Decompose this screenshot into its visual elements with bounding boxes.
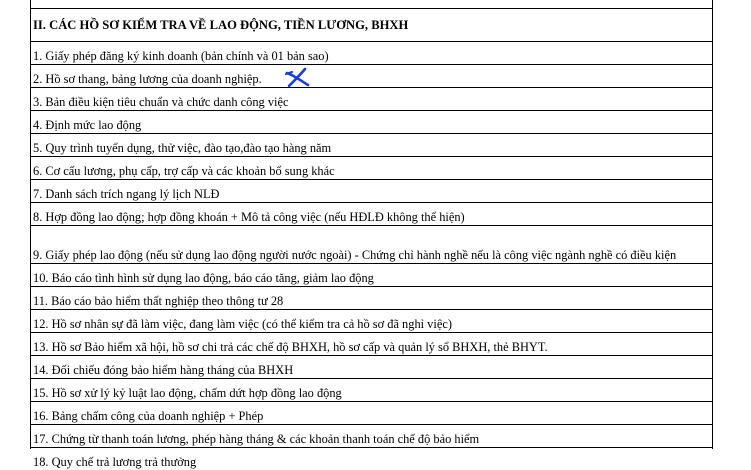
checklist-item-1[interactable]: 1. Giấy phép đăng ký kinh doanh (bản chính và 01 bản sao) (30, 42, 713, 65)
checklist-row (30, 264, 713, 287)
checklist-item-18[interactable]: 18. Quy chế trả lương trả thưởng (30, 448, 713, 470)
checklist-row (30, 448, 713, 470)
checklist-item-17[interactable]: 17. Chứng từ thanh toán lương, phép hàng tháng & các khoản thanh toán chế độ bảo hiểm (30, 425, 713, 448)
checklist-item-12[interactable]: 12. Hồ sơ nhân sự đã làm việc, đang làm việc (có thể kiểm tra cả hồ sơ đã nghỉ việc) (30, 310, 713, 333)
checklist-row (30, 157, 713, 180)
checklist-row (30, 42, 713, 65)
checklist-row (30, 402, 713, 425)
checklist-row (30, 65, 713, 88)
checklist-row (30, 203, 713, 226)
checklist-row (30, 287, 713, 310)
checklist-item-11[interactable]: 11. Báo cáo bảo hiểm thất nghiệp theo thông tư 28 (30, 287, 713, 310)
checklist-table (30, 8, 713, 470)
checklist-row (30, 111, 713, 134)
checklist-item-13[interactable]: 13. Hồ sơ Bảo hiểm xã hội, hồ sơ chi trả các chế độ BHXH, hồ sơ cấp và quản lý sổ BHXH, thẻ BHYT. (30, 333, 713, 356)
checklist-item-14[interactable]: 14. Đối chiếu đóng bảo hiểm hàng tháng của BHXH (30, 356, 713, 379)
checklist-row (30, 180, 713, 203)
checklist-item-2[interactable]: 2. Hồ sơ thang, bảng lương của doanh nghiệp. (30, 65, 713, 88)
checklist-row (30, 379, 713, 402)
checklist-item-5[interactable]: 5. Quy trình tuyển dụng, thử việc, đào tạo,đào tạo hàng năm (30, 134, 713, 157)
checklist-item-4[interactable]: 4. Định mức lao động (30, 111, 713, 134)
section-header-row (30, 8, 713, 42)
checklist-item-15[interactable]: 15. Hồ sơ xử lý kỷ luật lao động, chấm dứt hợp đồng lao động (30, 379, 713, 402)
checklist-row (30, 425, 713, 448)
checklist-row (30, 310, 713, 333)
checklist-item-9[interactable]: 9. Giấy phép lao động (nếu sử dụng lao động người nước ngoài) - Chứng chỉ hành nghề nếu là công việc ngành nghề có điều kiện (30, 226, 713, 264)
checklist-item-10[interactable]: 10. Báo cáo tình hình sử dụng lao động, báo cáo tăng, giảm lao động (30, 264, 713, 287)
checklist-row (30, 333, 713, 356)
checklist-row (30, 226, 713, 264)
checklist-item-6[interactable]: 6. Cơ cấu lương, phụ cấp, trợ cấp và các khoản bổ sung khác (30, 157, 713, 180)
checklist-item-3[interactable]: 3. Bản điều kiện tiêu chuẩn và chức danh công việc (30, 88, 713, 111)
handwritten-x-mark-icon (284, 66, 310, 88)
checklist-item-7[interactable]: 7. Danh sách trích ngang lý lịch NLĐ (30, 180, 713, 203)
checklist-row (30, 88, 713, 111)
section-title[interactable]: II. CÁC HỒ SƠ KIỂM TRA VỀ LAO ĐỘNG, TIỀN LƯƠNG, BHXH (30, 8, 713, 42)
checklist-row (30, 356, 713, 379)
checklist-row (30, 134, 713, 157)
checklist-item-8[interactable]: 8. Hợp đồng lao động; hợp đồng khoán + Mô tả công việc (nếu HĐLĐ không thể hiện) (30, 203, 713, 226)
checklist-item-16[interactable]: 16. Bảng chấm công của doanh nghiệp + Phép (30, 402, 713, 425)
